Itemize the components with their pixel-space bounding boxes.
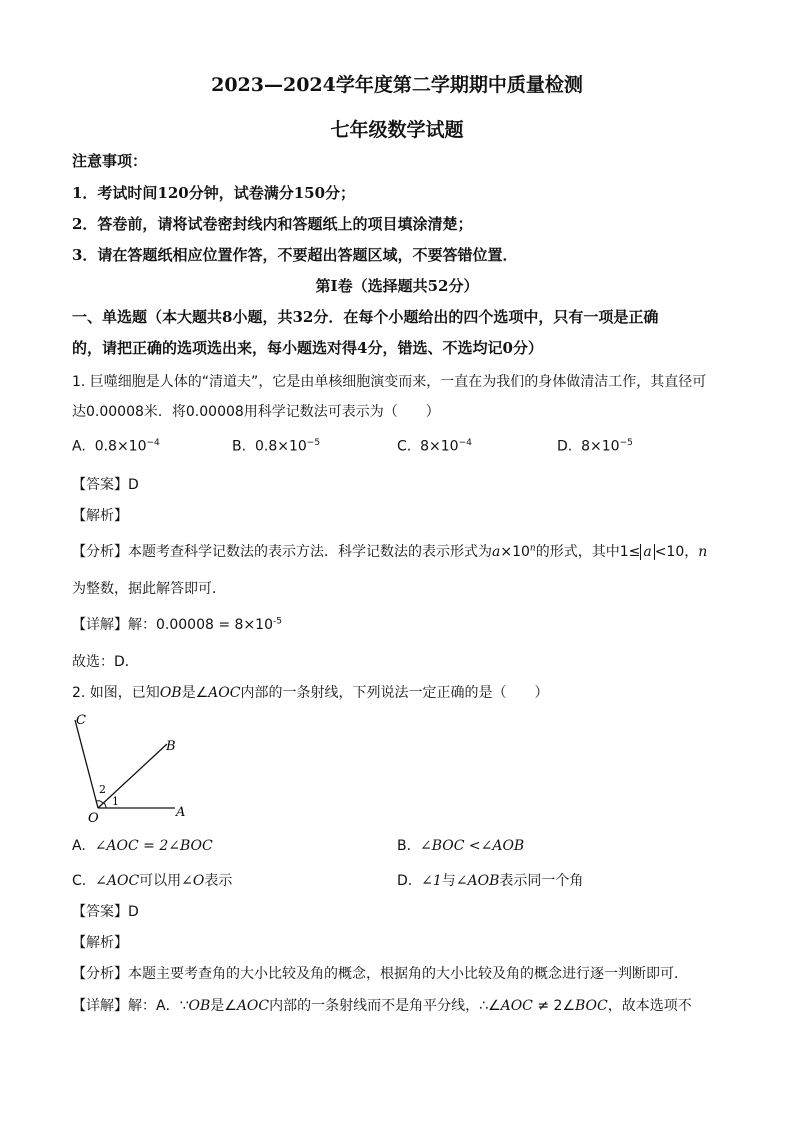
option-math-2: ∠AOB <box>455 873 500 889</box>
q2-option-c <box>72 870 232 890</box>
option-text-2: 表示同一个角 <box>499 873 584 889</box>
option-math: ∠AOC <box>95 873 140 889</box>
option-value: 0.8×10 <box>94 438 147 455</box>
option-text: 与 <box>441 873 456 889</box>
q2-detail <box>72 995 692 1015</box>
q1-answer <box>72 474 139 494</box>
q2-option-b <box>397 838 524 854</box>
q1-fenxi <box>72 541 707 561</box>
q2-answer <box>72 901 139 921</box>
angle-figure <box>72 708 202 830</box>
detail-text: 解：0.00008 = 8×10 <box>128 617 273 633</box>
ray-oc <box>75 720 98 808</box>
option-math: ∠AOC = 2∠BOC <box>94 838 213 854</box>
option-text: 可以用 <box>139 873 182 889</box>
math-a: a <box>492 544 501 560</box>
q2-analysis-tag: 【解析】 <box>72 935 128 951</box>
option-exponent: −4 <box>146 438 160 448</box>
detail-tag: 【详解】 <box>72 998 128 1014</box>
math-ob: OB <box>188 998 211 1014</box>
stem-text-a: 2. 如图，已知 <box>72 685 160 701</box>
q2-fenxi <box>72 963 688 983</box>
fenxi-text-b: 的形式，其中 <box>535 544 620 560</box>
note-item-1: 1．考试时间120分钟，试卷满分150分； <box>72 184 356 202</box>
math-n: n <box>698 544 708 560</box>
range-right: <10， <box>654 544 699 560</box>
angle-1-arc <box>104 803 106 808</box>
page-subtitle: 七年级数学试题 <box>330 119 464 141</box>
stem-text-c: 内部的一条射线，下列说法一定正确的是（ ） <box>240 685 549 701</box>
q2-option-d <box>397 870 583 890</box>
detail-text-d: ，故本选项不 <box>607 998 692 1014</box>
detail-tag: 【详解】 <box>72 617 128 633</box>
option-value: 8×10 <box>420 438 459 455</box>
option-math: ∠1 <box>421 873 442 889</box>
math-n-exp: n <box>529 543 536 554</box>
answer-tag: 【答案】 <box>72 477 128 493</box>
part1-heading: 第Ⅰ卷（选择题共52分） <box>315 277 479 295</box>
detail-exponent: -5 <box>272 616 282 627</box>
detail-text-b: 是∠ <box>210 998 237 1014</box>
math-times: ×10 <box>500 544 530 560</box>
q2-option-a <box>72 838 213 854</box>
abs-a <box>640 544 654 560</box>
ray-ob <box>98 744 167 808</box>
option-exponent: −4 <box>458 438 472 448</box>
q1-conclusion: 故选：D． <box>72 654 139 670</box>
option-value: 0.8×10 <box>254 438 307 455</box>
option-math: ∠BOC <∠AOB <box>419 838 525 854</box>
option-letter: A. <box>72 838 86 854</box>
label-c: C <box>76 713 86 728</box>
notes-heading: 注意事项： <box>72 152 148 170</box>
option-letter: B. <box>232 438 247 455</box>
label-angle-2: 2 <box>99 783 106 796</box>
q1-detail <box>72 614 282 634</box>
section-heading-line2: 的，请把正确的选项选出来，每小题选对得4分，错选、不选均记0分） <box>72 339 543 357</box>
label-a: A <box>176 805 186 820</box>
q1-option-b <box>232 438 320 455</box>
math-a-abs: a <box>643 544 652 560</box>
q1-option-c <box>397 438 472 455</box>
q2-stem <box>72 682 548 702</box>
note-item-2: 2．答卷前，请将试卷密封线内和答题纸上的项目填涂清楚； <box>72 215 473 233</box>
label-angle-1: 1 <box>112 795 119 808</box>
option-letter: D. <box>557 438 573 455</box>
option-text-2: 表示 <box>204 873 233 889</box>
detail-text-a: 解：A．∵ <box>128 998 189 1014</box>
stem-text-b: 是∠ <box>181 685 209 701</box>
q1-analysis-tag: 【解析】 <box>72 508 128 524</box>
option-letter: C. <box>72 873 87 889</box>
detail-neq: ≠ 2∠ <box>532 998 575 1014</box>
page-title: 2023—2024学年度第二学期期中质量检测 <box>211 74 583 96</box>
q1-stem-line1: 1. 巨噬细胞是人体的“清道夫”，它是由单核细胞演变而来，一直在为我们的身体做清洁工作，其直径可 <box>72 374 707 390</box>
fenxi-tag: 【分析】 <box>72 544 128 560</box>
range-left: 1≤ <box>619 544 641 560</box>
math-boc: BOC <box>575 998 608 1014</box>
q1-option-d <box>557 438 633 455</box>
fenxi-text: 本题主要考查角的大小比较及角的概念，根据角的大小比较及角的概念进行逐一判断即可． <box>128 966 688 982</box>
note-item-3: 3．请在答题纸相应位置作答，不要超出答题区域，不要答错位置． <box>72 246 518 264</box>
option-letter: B. <box>397 838 412 854</box>
option-letter: C. <box>397 438 412 455</box>
option-math-2: ∠O <box>181 873 205 889</box>
fenxi-text: 本题考查科学记数法的表示方法．科学记数法的表示形式为 <box>128 544 492 560</box>
q1-option-a <box>72 438 160 455</box>
answer-tag: 【答案】 <box>72 904 128 920</box>
math-aoc: AOC <box>208 685 241 701</box>
math-aoc-2: AOC <box>500 998 533 1014</box>
q1-fenxi-line2: 为整数，据此解答即可． <box>72 581 226 597</box>
answer-value: D <box>128 904 139 920</box>
option-value: 8×10 <box>581 438 620 455</box>
answer-value: D <box>128 477 139 493</box>
option-letter: D. <box>397 873 413 889</box>
option-letter: A. <box>72 438 86 455</box>
q1-stem-line2: 达0.00008米．将0.00008用科学记数法可表示为（ ） <box>72 404 440 420</box>
label-o: O <box>88 811 99 826</box>
detail-text-c: 内部的一条射线而不是角平分线，∴∠ <box>269 998 501 1014</box>
math-ob: OB <box>159 685 182 701</box>
fenxi-tag: 【分析】 <box>72 966 128 982</box>
math-aoc: AOC <box>236 998 270 1014</box>
option-exponent: −5 <box>306 438 321 448</box>
label-b: B <box>166 739 176 754</box>
option-exponent: −5 <box>619 438 633 448</box>
section-heading-line1: 一、单选题（本大题共8小题，共32分．在每个小题给出的四个选项中，只有一项是正确 <box>72 308 659 326</box>
